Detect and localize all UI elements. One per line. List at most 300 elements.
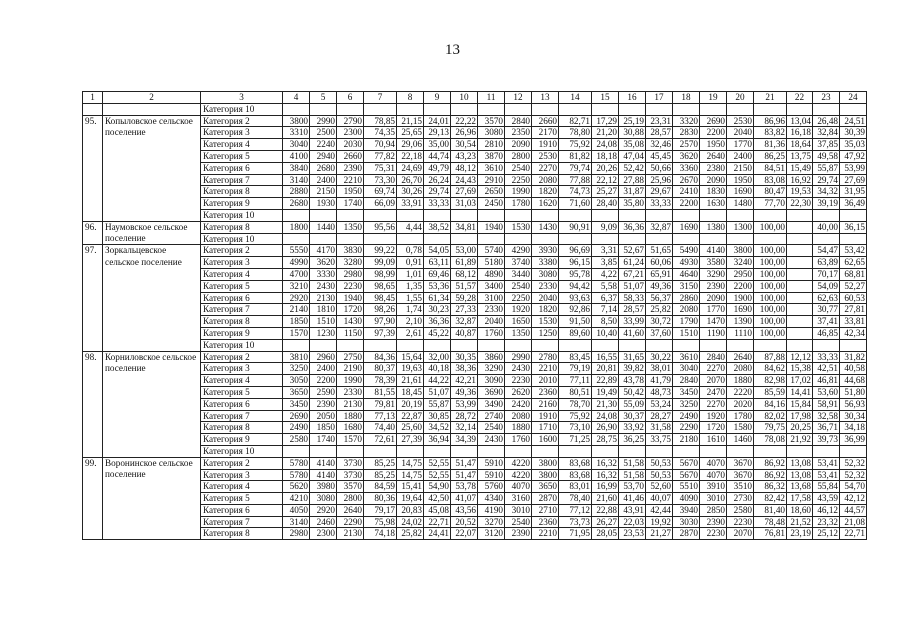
value-cell: 1990 (505, 186, 532, 198)
category-cell: Категория 3 (201, 257, 283, 269)
value-cell: 1790 (673, 316, 700, 328)
value-cell: 30,37 (619, 410, 646, 422)
value-cell: 40,58 (840, 363, 867, 375)
value-cell: 2030 (337, 139, 364, 151)
value-cell (364, 445, 397, 457)
value-cell: 2530 (532, 150, 559, 162)
value-cell (283, 209, 310, 221)
value-cell: 2390 (310, 398, 337, 410)
value-cell: 4930 (673, 257, 700, 269)
value-cell: 83,68 (559, 469, 592, 481)
value-cell: 53,78 (451, 481, 478, 493)
value-cell: 49,79 (424, 162, 451, 174)
table-row (83, 209, 867, 221)
value-cell: 98,99 (364, 268, 397, 280)
header-cell: 11 (478, 92, 505, 104)
table-row (83, 316, 867, 328)
value-cell: 3290 (700, 268, 727, 280)
value-cell: 35,08 (619, 139, 646, 151)
category-cell: Категория 4 (201, 375, 283, 387)
value-cell (592, 209, 619, 221)
value-cell: 50,66 (646, 162, 673, 174)
table-row (83, 516, 867, 528)
value-cell: 50,53 (646, 457, 673, 469)
value-cell (397, 339, 424, 351)
value-cell: 25,65 (397, 127, 424, 139)
value-cell: 61,89 (451, 257, 478, 269)
value-cell: 29,74 (813, 174, 840, 186)
value-cell: 21,08 (840, 516, 867, 528)
value-cell (532, 233, 559, 245)
value-cell: 50,53 (646, 469, 673, 481)
category-cell: Категория 4 (201, 268, 283, 280)
value-cell: 1350 (505, 327, 532, 339)
settlement-number-cell: 96. (83, 221, 103, 245)
value-cell: 2270 (700, 398, 727, 410)
value-cell: 4140 (310, 457, 337, 469)
value-cell: 37,85 (813, 139, 840, 151)
value-cell: 2920 (310, 504, 337, 516)
value-cell: 28,27 (646, 410, 673, 422)
value-cell: 3570 (478, 115, 505, 127)
value-cell: 3,85 (592, 257, 619, 269)
value-cell (727, 445, 754, 457)
value-cell: 83,45 (559, 351, 592, 363)
value-cell: 82,98 (754, 375, 787, 387)
value-cell: 1300 (727, 221, 754, 233)
value-cell: 2090 (505, 139, 532, 151)
value-cell: 1350 (337, 221, 364, 233)
value-cell (646, 209, 673, 221)
value-cell (592, 233, 619, 245)
value-cell: 34,18 (840, 422, 867, 434)
value-cell (337, 445, 364, 457)
table-row (83, 363, 867, 375)
value-cell (592, 339, 619, 351)
value-cell (424, 445, 451, 457)
value-cell: 2160 (532, 398, 559, 410)
value-cell: 22,07 (451, 528, 478, 540)
value-cell: 30,39 (840, 127, 867, 139)
value-cell (754, 445, 787, 457)
header-cell: 17 (646, 92, 673, 104)
value-cell: 3860 (478, 351, 505, 363)
value-cell: 53,41 (813, 457, 840, 469)
value-cell: 22,71 (424, 516, 451, 528)
value-cell: 4890 (478, 268, 505, 280)
value-cell (505, 209, 532, 221)
value-cell: 2950 (727, 268, 754, 280)
value-cell: 3310 (283, 127, 310, 139)
value-cell: 5760 (478, 481, 505, 493)
value-cell: 30,54 (451, 139, 478, 151)
table-row (83, 339, 867, 351)
value-cell (451, 209, 478, 221)
value-cell: 77,82 (364, 150, 397, 162)
value-cell: 16,32 (592, 469, 619, 481)
value-cell: 68,81 (840, 268, 867, 280)
value-cell: 22,03 (619, 516, 646, 528)
value-cell: 3980 (310, 481, 337, 493)
value-cell: 56,37 (646, 292, 673, 304)
value-cell: 23,53 (619, 528, 646, 540)
table-row (83, 422, 867, 434)
value-cell: 2470 (700, 386, 727, 398)
value-cell: 5,58 (592, 280, 619, 292)
value-cell: 28,40 (592, 198, 619, 210)
value-cell: 20,26 (592, 162, 619, 174)
value-cell: 3080 (478, 127, 505, 139)
value-cell: 2080 (727, 363, 754, 375)
value-cell: 24,51 (840, 115, 867, 127)
value-cell: 79,74 (559, 162, 592, 174)
value-cell: 4100 (283, 150, 310, 162)
value-cell: 47,04 (619, 150, 646, 162)
value-cell: 30,35 (451, 351, 478, 363)
category-cell: Категория 5 (201, 493, 283, 505)
value-cell (592, 445, 619, 457)
table-row (83, 457, 867, 469)
value-cell: 5620 (283, 481, 310, 493)
value-cell: 58,33 (619, 292, 646, 304)
value-cell (310, 339, 337, 351)
value-cell: 97,39 (364, 327, 397, 339)
value-cell: 81,36 (754, 139, 787, 151)
value-cell: 3650 (532, 481, 559, 493)
value-cell: 2740 (478, 410, 505, 422)
value-cell: 80,36 (364, 493, 397, 505)
value-cell: 3580 (700, 257, 727, 269)
value-cell: 53,99 (840, 162, 867, 174)
value-cell: 2450 (478, 198, 505, 210)
value-cell: 2880 (283, 186, 310, 198)
value-cell: 26,48 (813, 115, 840, 127)
value-cell (646, 233, 673, 245)
value-cell: 4220 (505, 457, 532, 469)
value-cell (787, 292, 813, 304)
value-cell: 2800 (505, 150, 532, 162)
value-cell: 2230 (337, 280, 364, 292)
value-cell: 3240 (727, 257, 754, 269)
value-cell: 58,91 (813, 398, 840, 410)
header-cell: 12 (505, 92, 532, 104)
value-cell: 33,75 (646, 434, 673, 446)
value-cell (424, 209, 451, 221)
value-cell: 40,87 (451, 327, 478, 339)
value-cell: 53,24 (646, 398, 673, 410)
category-cell: Категория 8 (201, 221, 283, 233)
value-cell: 51,58 (619, 469, 646, 481)
category-cell: Категория 6 (201, 292, 283, 304)
table-row (83, 245, 867, 257)
value-cell: 51,07 (424, 386, 451, 398)
value-cell: 15,41 (397, 481, 424, 493)
value-cell: 1600 (532, 434, 559, 446)
value-cell: 1830 (700, 186, 727, 198)
value-cell: 53,70 (619, 481, 646, 493)
value-cell: 1880 (337, 410, 364, 422)
value-cell: 2390 (337, 162, 364, 174)
value-cell: 31,58 (646, 422, 673, 434)
value-cell: 52,55 (424, 469, 451, 481)
value-cell: 43,59 (813, 493, 840, 505)
value-cell: 62,63 (813, 292, 840, 304)
settlement-name-cell: Наумовское сельское поселение (103, 221, 201, 245)
value-cell: 4170 (310, 245, 337, 257)
header-cell: 10 (451, 92, 478, 104)
value-cell: 1820 (532, 186, 559, 198)
value-cell: 3840 (283, 162, 310, 174)
header-cell: 9 (424, 92, 451, 104)
table-row (83, 139, 867, 151)
category-cell: Категория 2 (201, 115, 283, 127)
value-cell: 84,51 (754, 162, 787, 174)
value-cell: 1880 (505, 422, 532, 434)
value-cell (283, 233, 310, 245)
value-cell: 3830 (337, 245, 364, 257)
value-cell (787, 327, 813, 339)
value-cell (397, 233, 424, 245)
value-cell: 2300 (310, 528, 337, 540)
header-cell: 1 (83, 92, 103, 104)
value-cell: 9,09 (592, 221, 619, 233)
value-cell: 3120 (478, 528, 505, 540)
value-cell: 3400 (478, 280, 505, 292)
value-cell: 54,47 (813, 245, 840, 257)
value-cell (787, 280, 813, 292)
value-cell: 51,47 (451, 469, 478, 481)
value-cell: 36,36 (424, 316, 451, 328)
header-cell: 20 (727, 92, 754, 104)
value-cell: 54,09 (813, 280, 840, 292)
value-cell: 15,84 (787, 398, 813, 410)
value-cell: 94,42 (559, 280, 592, 292)
value-cell: 75,92 (559, 410, 592, 422)
value-cell: 1430 (532, 221, 559, 233)
table-row (83, 351, 867, 363)
value-cell: 22,89 (592, 375, 619, 387)
value-cell: 2040 (532, 292, 559, 304)
value-cell: 60,06 (646, 257, 673, 269)
value-cell: 98,26 (364, 304, 397, 316)
table-row (83, 304, 867, 316)
value-cell: 2210 (532, 528, 559, 540)
value-cell: 32,14 (451, 422, 478, 434)
value-cell (478, 445, 505, 457)
value-cell: 29,74 (424, 186, 451, 198)
category-cell: Категория 7 (201, 304, 283, 316)
value-cell: 81,40 (754, 504, 787, 516)
value-cell: 52,60 (646, 481, 673, 493)
value-cell: 5550 (283, 245, 310, 257)
value-cell (840, 445, 867, 457)
header-cell: 23 (813, 92, 840, 104)
settlement-number-cell: 99. (83, 457, 103, 540)
value-cell: 13,75 (787, 150, 813, 162)
category-cell: Категория 5 (201, 386, 283, 398)
table-row (83, 233, 867, 245)
value-cell: 21,61 (397, 375, 424, 387)
value-cell: 2390 (700, 280, 727, 292)
value-cell: 2810 (478, 139, 505, 151)
value-cell: 14,41 (787, 386, 813, 398)
value-cell: 2710 (532, 504, 559, 516)
value-cell: 34,39 (451, 434, 478, 446)
value-cell: 51,47 (451, 457, 478, 469)
value-cell: 70,94 (364, 139, 397, 151)
value-cell (673, 209, 700, 221)
value-cell: 89,60 (559, 327, 592, 339)
value-cell: 67,21 (619, 268, 646, 280)
value-cell: 100,00 (754, 257, 787, 269)
value-cell (364, 103, 397, 115)
value-cell: 1380 (700, 221, 727, 233)
value-cell (727, 209, 754, 221)
value-cell: 1680 (337, 422, 364, 434)
value-cell: 24,01 (424, 115, 451, 127)
value-cell: 2020 (727, 398, 754, 410)
value-cell: 2620 (505, 386, 532, 398)
value-cell (337, 339, 364, 351)
category-cell: Категория 8 (201, 422, 283, 434)
value-cell: 2270 (532, 162, 559, 174)
value-cell: 3490 (478, 398, 505, 410)
value-cell: 53,41 (813, 469, 840, 481)
category-cell: Категория 9 (201, 198, 283, 210)
value-cell: 2990 (310, 115, 337, 127)
value-cell: 1940 (478, 221, 505, 233)
value-cell: 4210 (283, 493, 310, 505)
category-cell: Категория 7 (201, 516, 283, 528)
value-cell: 30,23 (424, 304, 451, 316)
value-cell: 65,91 (646, 268, 673, 280)
value-cell: 2640 (727, 351, 754, 363)
value-cell: 2540 (505, 162, 532, 174)
value-cell: 100,00 (754, 221, 787, 233)
value-cell: 2230 (505, 375, 532, 387)
value-cell: 2910 (478, 174, 505, 186)
table-row (83, 292, 867, 304)
value-cell: 1690 (727, 304, 754, 316)
table-row (83, 386, 867, 398)
value-cell: 5510 (673, 481, 700, 493)
value-cell: 86,25 (754, 150, 787, 162)
header-cell: 24 (840, 92, 867, 104)
value-cell: 48,73 (646, 386, 673, 398)
value-cell: 7,14 (592, 304, 619, 316)
value-cell: 38,52 (424, 221, 451, 233)
value-cell: 51,80 (840, 386, 867, 398)
value-cell: 3800 (532, 457, 559, 469)
value-cell (424, 103, 451, 115)
value-cell: 45,08 (424, 504, 451, 516)
value-cell: 28,75 (592, 434, 619, 446)
value-cell (787, 316, 813, 328)
value-cell (619, 233, 646, 245)
value-cell: 13,68 (787, 481, 813, 493)
value-cell: 1630 (700, 198, 727, 210)
value-cell: 33,33 (813, 351, 840, 363)
value-cell: 33,33 (424, 198, 451, 210)
value-cell: 26,27 (592, 516, 619, 528)
table-row (83, 127, 867, 139)
value-cell: 84,59 (364, 481, 397, 493)
value-cell (646, 103, 673, 115)
value-cell: 3690 (478, 386, 505, 398)
value-cell: 2,10 (397, 316, 424, 328)
header-cell: 3 (201, 92, 283, 104)
value-cell: 5740 (478, 245, 505, 257)
category-cell: Категория 4 (201, 481, 283, 493)
value-cell: 2200 (700, 127, 727, 139)
value-cell: 33,91 (397, 198, 424, 210)
value-cell: 5670 (673, 469, 700, 481)
value-cell: 79,17 (364, 504, 397, 516)
table-row (83, 268, 867, 280)
value-cell: 2330 (532, 280, 559, 292)
value-cell: 35,03 (840, 139, 867, 151)
value-cell: 3620 (673, 150, 700, 162)
value-cell: 80,47 (754, 186, 787, 198)
value-cell: 1720 (337, 304, 364, 316)
value-cell: 25,82 (397, 528, 424, 540)
category-cell: Категория 5 (201, 280, 283, 292)
value-cell: 41,79 (646, 375, 673, 387)
value-cell (424, 233, 451, 245)
header-row (83, 92, 867, 104)
value-cell: 2980 (337, 268, 364, 280)
value-cell: 3330 (310, 268, 337, 280)
table-row (83, 186, 867, 198)
value-cell: 2140 (283, 304, 310, 316)
value-cell: 29,67 (646, 186, 673, 198)
value-cell: 85,25 (364, 469, 397, 481)
value-cell: 19,49 (592, 386, 619, 398)
value-cell: 20,25 (787, 422, 813, 434)
table-row (83, 198, 867, 210)
value-cell: 3290 (478, 363, 505, 375)
value-cell: 78,40 (559, 493, 592, 505)
value-cell: 98,45 (364, 292, 397, 304)
value-cell: 4220 (505, 469, 532, 481)
value-cell: 18,60 (787, 504, 813, 516)
value-cell: 86,32 (754, 481, 787, 493)
value-cell: 31,82 (840, 351, 867, 363)
value-cell: 2590 (310, 386, 337, 398)
value-cell: 2360 (532, 386, 559, 398)
value-cell: 1950 (727, 174, 754, 186)
value-cell: 86,92 (754, 457, 787, 469)
value-cell: 22,71 (840, 528, 867, 540)
value-cell: 4990 (283, 257, 310, 269)
value-cell: 81,55 (364, 386, 397, 398)
value-cell: 1780 (727, 410, 754, 422)
value-cell (478, 233, 505, 245)
value-cell: 0,78 (397, 245, 424, 257)
header-cell: 8 (397, 92, 424, 104)
value-cell: 2580 (727, 504, 754, 516)
value-cell: 51,58 (619, 457, 646, 469)
value-cell: 78,70 (559, 398, 592, 410)
category-cell: Категория 10 (201, 339, 283, 351)
value-cell: 42,44 (646, 504, 673, 516)
value-cell (813, 233, 840, 245)
value-cell: 4,22 (592, 268, 619, 280)
value-cell (451, 339, 478, 351)
value-cell (787, 304, 813, 316)
value-cell: 31,65 (619, 351, 646, 363)
value-cell: 2840 (505, 115, 532, 127)
